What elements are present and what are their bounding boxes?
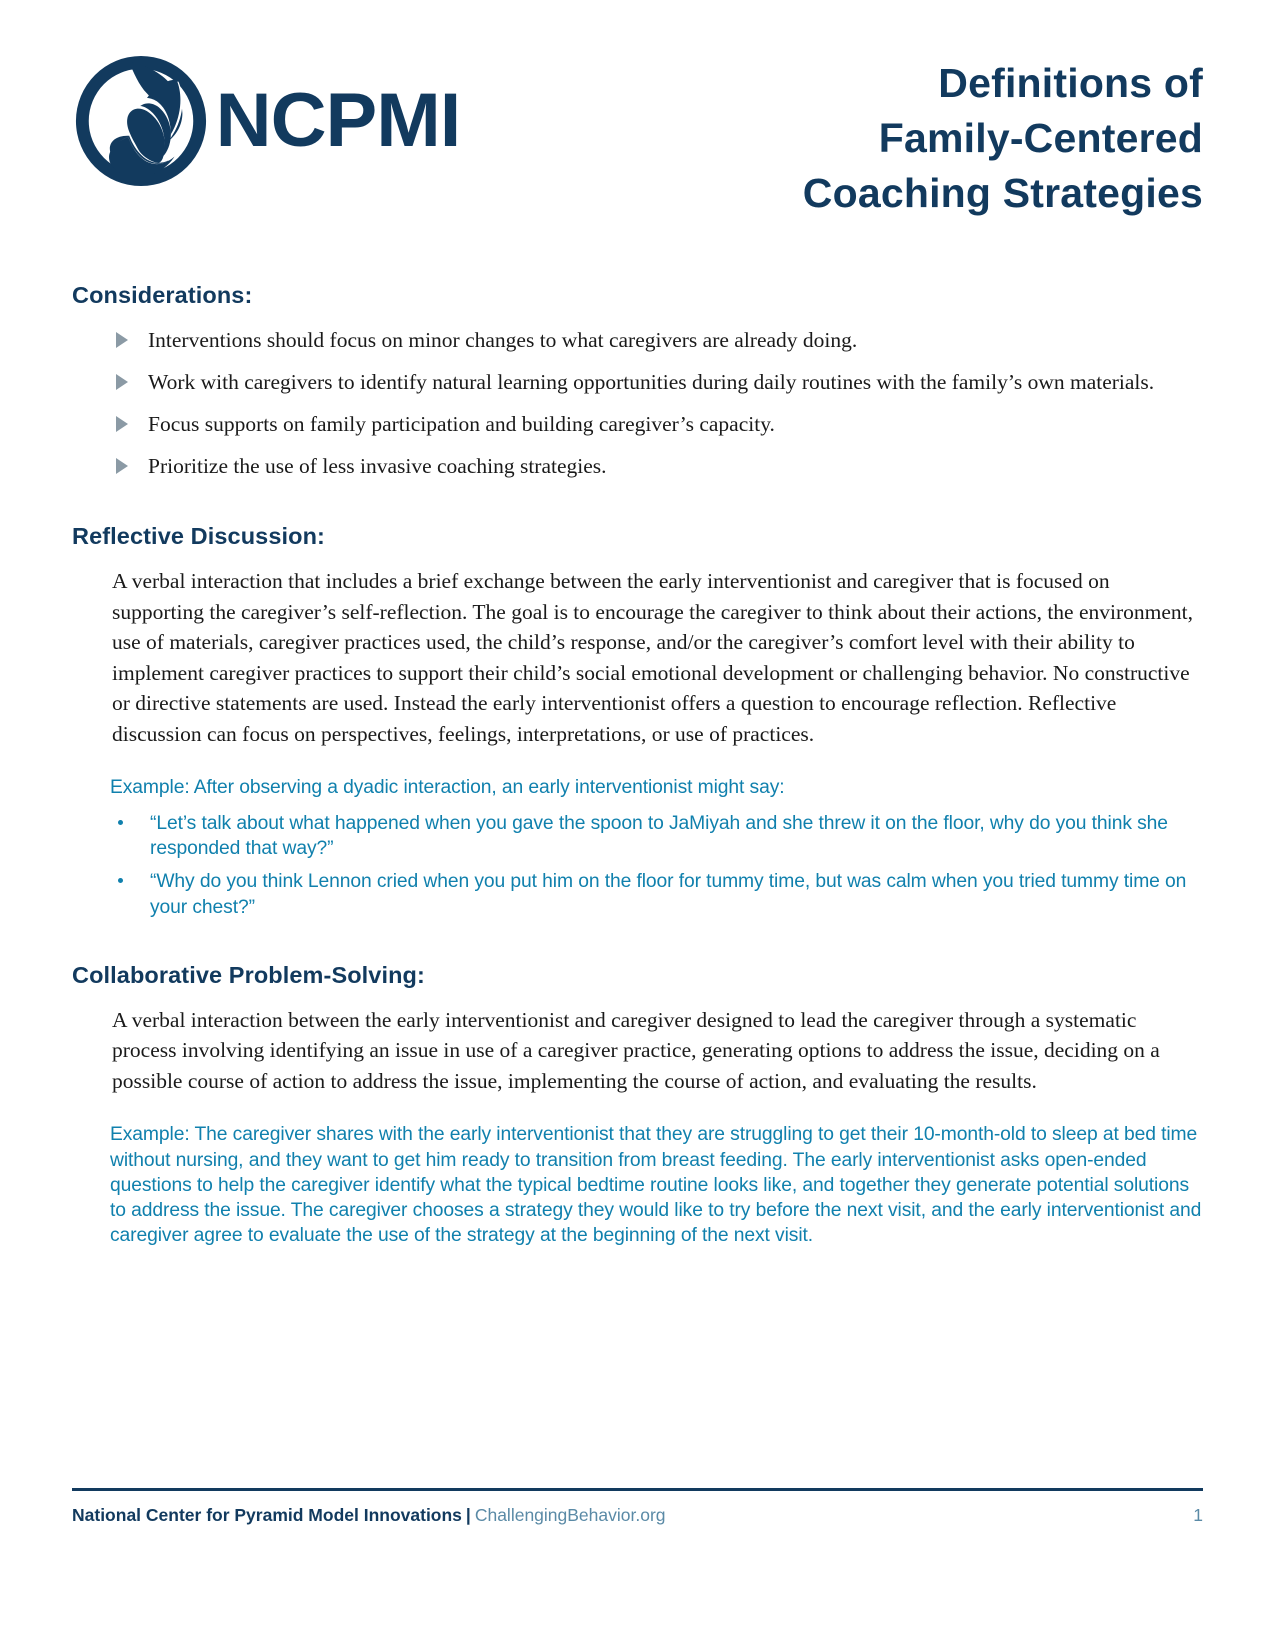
triangle-bullet-icon (116, 332, 128, 348)
footer-organization: National Center for Pyramid Model Innovations (72, 1504, 462, 1525)
dot-bullet-icon (118, 878, 123, 883)
example-lead-text: Example: After observing a dyadic interaction, an early interventionist might say: (110, 777, 785, 799)
footer-credit (72, 1505, 666, 1526)
triangle-bullet-icon (116, 416, 128, 432)
footer-separator: | (465, 1504, 471, 1525)
collaborative-problem-solving-body: A verbal interaction between the early interventionist and caregiver designed to lead the caregiver through a systematic process involving identifying an issue in use of a caregiver practice, generating options to address the issue, deciding on a possible course of action to address the issue, implementing the course of action, and evaluating the results. (112, 1007, 1160, 1093)
title-line-1: Definitions of (938, 60, 1203, 106)
section-heading-collaborative-problem-solving: Collaborative Problem-Solving: (72, 961, 425, 988)
footer-website-link[interactable]: ChallengingBehavior.org (474, 1504, 666, 1525)
title-line-2: Family-Centered (878, 114, 1203, 161)
list-item (110, 869, 1203, 920)
list-item (72, 367, 1203, 397)
collaborative-problem-solving-example (72, 1122, 1203, 1248)
list-item-text: Interventions should focus on minor changes to what caregivers are already doing. (148, 328, 858, 352)
triangle-bullet-icon (116, 458, 128, 474)
ncpmi-wordmark: NCPMI (215, 78, 461, 163)
dot-bullet-icon (118, 820, 123, 825)
page-header (0, 0, 1275, 265)
section-heading-reflective-discussion: Reflective Discussion: (72, 523, 325, 550)
document-body (72, 282, 1203, 1249)
list-item (72, 325, 1203, 355)
list-item (110, 811, 1203, 862)
triangle-bullet-icon (116, 374, 128, 390)
ncpmi-logo (72, 52, 461, 190)
list-item-text: “Let’s talk about what happened when you gave the spoon to JaMiyah and she threw it on the floor, why do you think she responded that way?” (150, 812, 1168, 859)
footer-row (72, 1505, 1203, 1526)
example-quote-list (110, 811, 1203, 920)
page-footer (72, 1488, 1203, 1526)
considerations-list (72, 325, 1203, 481)
ncpmi-swoosh-logo-icon (72, 52, 210, 190)
example-paragraph-text: Example: The caregiver shares with the early interventionist that they are struggling to get their 10-month-old to sleep at bed time without nursing, and they want to get him ready to transition from breast feeding. The early interventionist asks open-ended questions to help the caregiver identify what the typical bedtime routine looks like, and together they generate potential solutions to address the issue. The caregiver chooses a strategy they would like to try before the next visit, and the early interventionist and caregiver agree to evaluate the use of the strategy at the beginning of the next visit. (110, 1124, 1202, 1247)
page-title (803, 56, 1203, 221)
footer-page-number: 1 (1193, 1504, 1203, 1525)
list-item-text: Prioritize the use of less invasive coaching strategies. (148, 454, 607, 479)
list-item-text: Focus supports on family participation and building caregiver’s capacity. (148, 412, 775, 437)
list-item-text: “Why do you think Lennon cried when you put him on the floor for tummy time, but was calm when you tried tummy time on your chest?” (150, 871, 1187, 918)
section-heading-considerations: Considerations: (72, 282, 253, 308)
list-item (72, 451, 1203, 481)
list-item-text: Work with caregivers to identify natural learning opportunities during daily routines with the family’s own materials. (148, 370, 1155, 395)
footer-divider (72, 1488, 1203, 1491)
title-line-3: Coaching Strategies (802, 169, 1203, 216)
reflective-discussion-body: A verbal interaction that includes a brief exchange between the early interventionist and caregiver that is focused on supporting the caregiver’s self-reflection. The goal is to encourage the caregiver to think about their actions, the environment, use of materials, caregiver practices used, the child’s response, and/or the caregiver’s comfort level with their ability to implement caregiver practices to support their child’s social emotional development or challenging behavior. No constructive or directive statements are used. Instead the early interventionist offers a question to encourage reflection. Reflective discussion can focus on perspectives, feelings, interpretations, or use of practices. (112, 569, 1194, 746)
reflective-discussion-example (72, 775, 1203, 919)
list-item (72, 409, 1203, 439)
